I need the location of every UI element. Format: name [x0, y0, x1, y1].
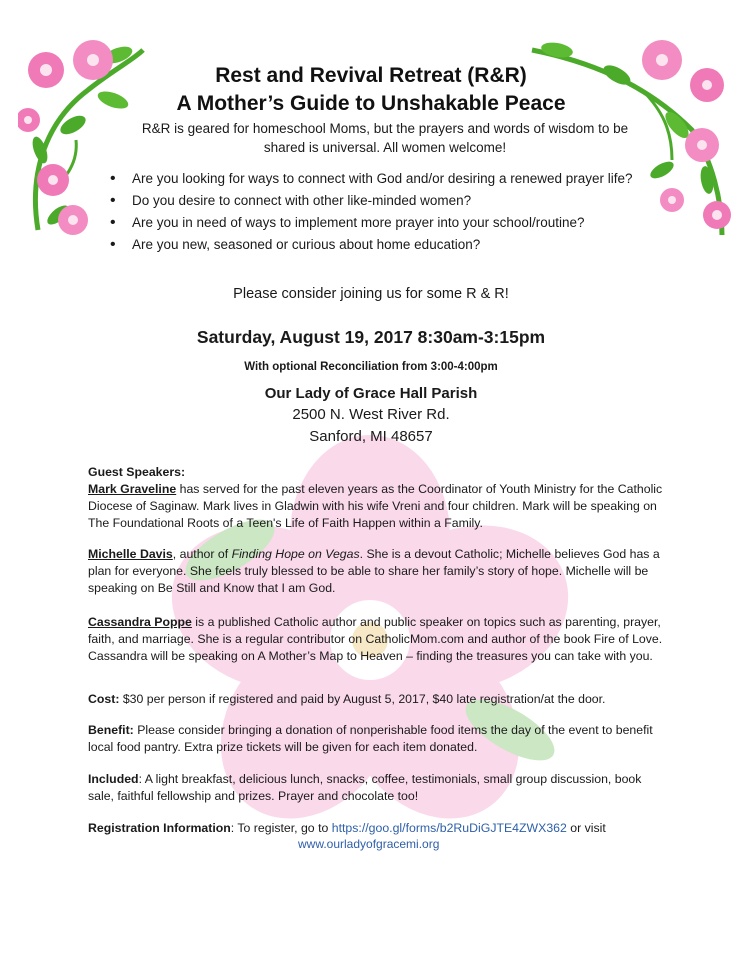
list-item: • Do you desire to connect with other like-minded women? — [108, 190, 633, 212]
speaker-name: Cassandra Poppe — [88, 615, 192, 629]
event-date-time: Saturday, August 19, 2017 8:30am-3:15pm — [196, 327, 546, 347]
speaker-name: Michelle Davis — [88, 547, 173, 561]
speaker-paragraph-3 — [88, 614, 668, 665]
list-item: • Are you in need of ways to implement more prayer into your school/routine? — [108, 212, 633, 234]
venue-name: Our Lady of Grace Hall Parish — [264, 385, 478, 402]
page-subtitle: A Mother’s Guide to Unshakable Peace — [176, 92, 566, 115]
speaker-bio: has served for the past eleven years as the Coordinator of Youth Ministry for the Catholic Diocese of Saginaw. Mark lives in Gladwin with his wife Vreni and four children. Mark will be speaking on The Foundational Roots of a Teen's Life of Faith Happen within a Family. — [88, 482, 663, 530]
speaker-paragraph-2 — [88, 546, 668, 597]
speaker-name: Mark Graveline — [88, 482, 177, 496]
question-list — [108, 168, 633, 256]
cost-text: $30 per person if registered and paid by August 5, 2017, $40 late registration/at the door. — [119, 692, 606, 706]
join-invitation: Please consider joining us for some R & R! — [233, 286, 509, 302]
included-label: Included — [88, 772, 139, 786]
list-item: • Are you looking for ways to connect with God and/or desiring a renewed prayer life? — [108, 168, 633, 190]
speaker-bio: . She is a devout Catholic; Michelle believes God has a plan for everyone. She feels truly blessed to be able to share her family’s story of hope. Michelle will be speaking on Be Still and Know that I am God. — [88, 547, 660, 595]
benefit-label: Benefit: — [88, 723, 134, 737]
registration-or: or visit — [566, 821, 606, 835]
speaker-bio: is a published Catholic author and public speaker on topics such as parenting, prayer, faith, and marriage. She is a regular contributor on CatholicMom.com and author of the book Fire of Love. Cassandra will be speaking on A Mother’s Map to Heaven – finding the treasures you can take with you. — [88, 615, 663, 663]
venue-address-street: 2500 N. West River Rd. — [292, 406, 450, 423]
benefit-paragraph — [88, 722, 668, 756]
intro-text: R&R is geared for homeschool Moms, but the prayers and words of wisdom to be shared is universal. All women welcome! — [141, 121, 629, 155]
registration-text: : To register, go to — [230, 821, 332, 835]
reconciliation-note: With optional Reconciliation from 3:00-4:00pm — [244, 361, 498, 373]
guest-speakers-heading: Guest Speakers: — [88, 465, 186, 479]
registration-link[interactable]: https://goo.gl/forms/b2RuDiGJTE4ZWX362 — [331, 821, 567, 835]
registration-paragraph — [88, 820, 668, 837]
page-title: Rest and Revival Retreat (R&R) — [215, 64, 527, 87]
book-title: Finding Hope on Vegas — [231, 547, 360, 561]
included-text: : A light breakfast, delicious lunch, snacks, coffee, testimonials, small group discussion, book sale, faithful fellowship and prizes. Prayer and chocolate too! — [88, 772, 642, 803]
cost-label: Cost: — [88, 692, 120, 706]
speaker-bio-pre: , author of — [172, 547, 232, 561]
venue-address-city: Sanford, MI 48657 — [309, 428, 433, 445]
registration-label: Registration Information — [88, 821, 231, 835]
cost-paragraph — [88, 691, 668, 708]
included-paragraph — [88, 771, 668, 805]
list-item: • Are you new, seasoned or curious about home education? — [108, 234, 633, 256]
benefit-text: Please consider bringing a donation of nonperishable food items the day of the event to benefit local food pantry. Extra prize tickets will be given for each item donated. — [88, 723, 653, 754]
website-link[interactable]: www.ourladyofgracemi.org — [298, 837, 440, 851]
speaker-paragraph-1 — [88, 481, 668, 532]
